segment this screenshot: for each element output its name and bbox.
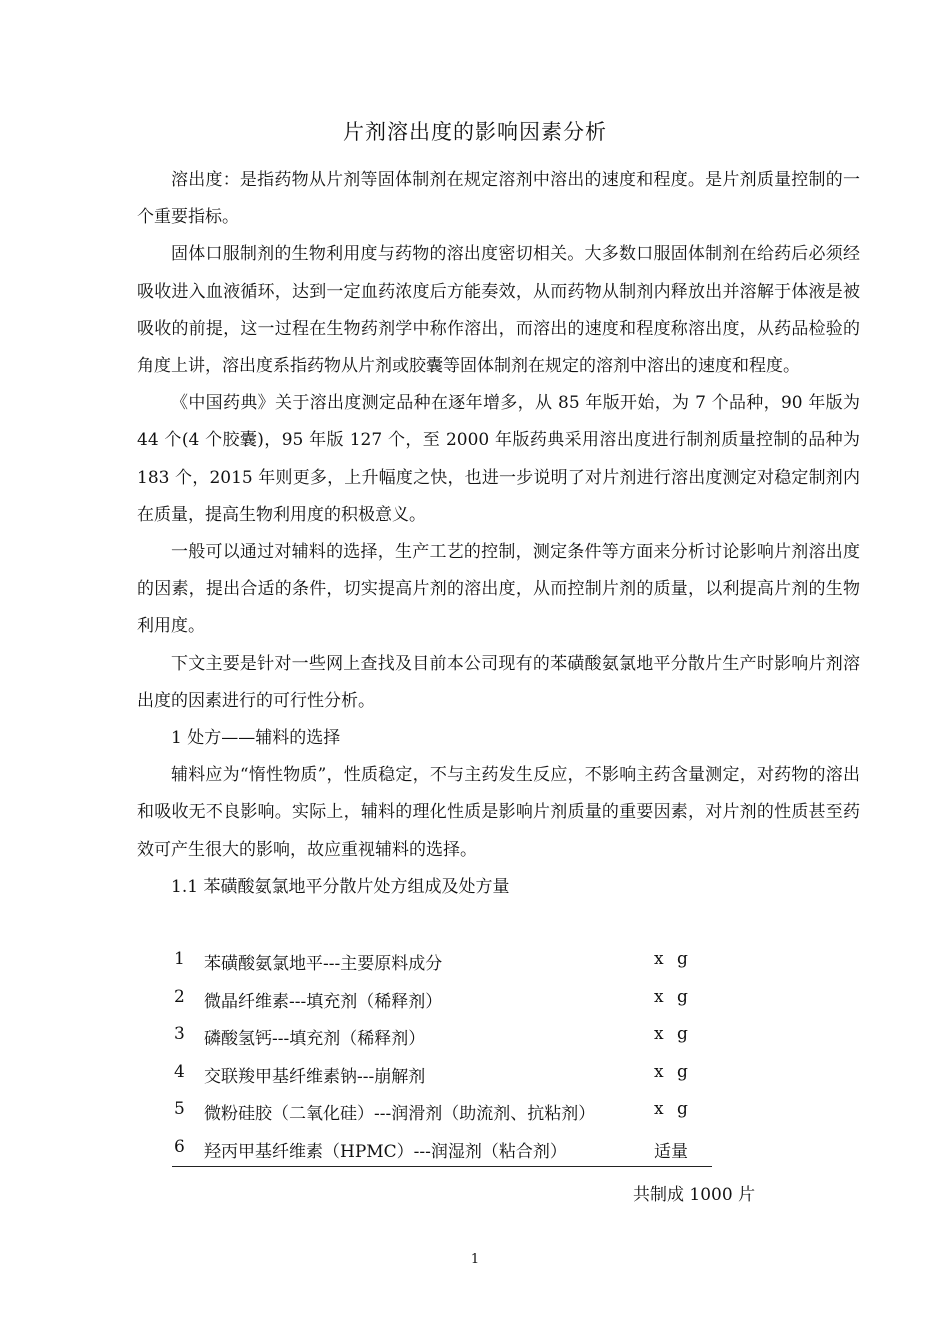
paragraph-bioavailability: 固体口服制剂的生物利用度与药物的溶出度密切相关。大多数口服固体制剂在给药后必须经吸收进入血液循环，达到一定血药浓度后方能奏效，从而药物从制剂内释放出并溶解于体液是被吸收的前提，这一过程在生物药剂学中称作溶出，而溶出的速度和程度称溶出度，从药品检验的角度上讲，溶出度系指药物从片剂或胶囊等固体制剂在规定的溶剂中溶出的速度和程度。 xyxy=(137,244,860,377)
section-heading-1-1: 1.1 苯磺酸氨氯地平分散片处方组成及处方量 xyxy=(171,876,510,897)
formula-ingredient: 微粉硅胶（二氧化硅）---润滑剂（助流剂、抗粘剂） xyxy=(204,1104,596,1124)
document-body xyxy=(137,162,860,906)
formula-total: 共制成 1000 片 xyxy=(633,1185,756,1205)
formula-quantity: 适量 xyxy=(654,1141,688,1162)
formula-ingredient: 微晶纤维素---填充剂（稀释剂） xyxy=(204,991,443,1012)
formula-number: 3 xyxy=(174,1024,185,1044)
document-title: 片剂溶出度的影响因素分析 xyxy=(343,120,607,144)
formula-row xyxy=(172,979,712,1017)
formula-row xyxy=(172,1016,712,1054)
formula-ingredient: 羟丙甲基纤维素（HPMC）---润湿剂（粘合剂） xyxy=(204,1141,567,1162)
formula-row xyxy=(172,941,712,979)
formula-quantity: x g xyxy=(654,949,692,969)
paragraph-excipients: 辅料应为“惰性物质”，性质稳定，不与主药发生反应，不影响主药含量测定，对药物的溶出和吸收无不良影响。实际上，辅料的理化性质是影响片剂质量的重要因素，对片剂的性质甚至药效可产生很大的影响，故应重视辅料的选择。 xyxy=(137,765,860,860)
formula-number: 2 xyxy=(174,986,185,1007)
paragraph-definition: 溶出度：是指药物从片剂等固体制剂在规定溶剂中溶出的速度和程度。是片剂质量控制的一个重要指标。 xyxy=(137,170,860,228)
formula-row xyxy=(172,1129,712,1168)
formula-ingredient: 交联羧甲基纤维素钠---崩解剂 xyxy=(204,1066,426,1087)
section-heading-1: 1 处方——辅料的选择 xyxy=(171,728,341,749)
formula-quantity: x g xyxy=(654,1024,692,1044)
paragraph-scope: 下文主要是针对一些网上查找及目前本公司现有的苯磺酸氨氯地平分散片生产时影响片剂溶出度的因素进行的可行性分析。 xyxy=(137,653,860,711)
formula-quantity: x g xyxy=(654,1099,692,1119)
formula-ingredient: 苯磺酸氨氯地平---主要原料成分 xyxy=(204,954,443,974)
formula-quantity: x g xyxy=(654,986,692,1007)
formula-row xyxy=(172,1054,712,1092)
formula-ingredient: 磷酸氢钙---填充剂（稀释剂） xyxy=(204,1029,426,1049)
formula-number: 1 xyxy=(174,949,185,969)
formula-row xyxy=(172,1091,712,1129)
formula-number: 5 xyxy=(174,1099,185,1119)
formula-table xyxy=(172,941,712,1167)
page-number: 1 xyxy=(470,1252,480,1267)
paragraph-pharmacopoeia: 《中国药典》关于溶出度测定品种在逐年增多，从 85 年版开始，为 7 个品种，90 年版为 44 个(4 个胶囊)，95 年版 127 个，至 2000 年版药典采用溶出度进行制剂质量控制的品种为 183 个，2015 年则更多，上升幅度之快，也进一步说明了对片剂进行溶出度测定对稳定制剂内在质量，提高生物利用度的积极意义。 xyxy=(137,393,860,525)
formula-number: 4 xyxy=(174,1061,185,1082)
paragraph-factors: 一般可以通过对辅料的选择，生产工艺的控制，测定条件等方面来分析讨论影响片剂溶出度的因素，提出合适的条件，切实提高片剂的溶出度，从而控制片剂的质量，以利提高片剂的生物利用度。 xyxy=(137,542,860,637)
formula-quantity: x g xyxy=(654,1061,692,1082)
formula-number: 6 xyxy=(174,1136,185,1157)
